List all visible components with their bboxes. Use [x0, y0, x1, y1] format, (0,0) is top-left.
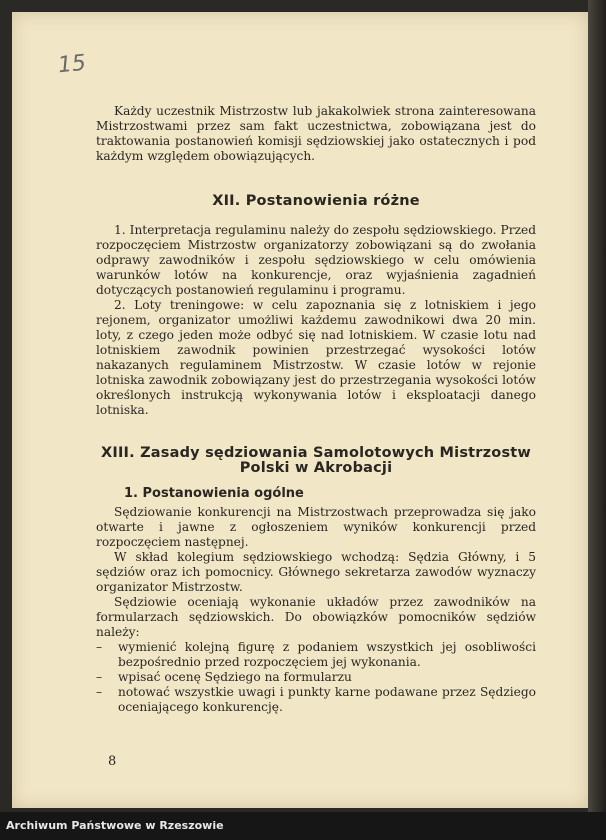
- section-13-paragraph-2: W skład kolegium sędziowskiego wchodzą: Sędzia Główny, i 5 sędziów oraz ich pomocnicy. Głównego sekretarza zawodów wyznaczy organizator Mistrzostw.: [96, 550, 536, 594]
- book-edge: [588, 0, 606, 812]
- section-13-title-line-2: Polski w Akrobacji: [239, 460, 393, 476]
- pencil-page-number: 15: [56, 50, 88, 79]
- section-13-title-line-1: XIII. Zasady sędziowania Samolotowych Mistrzostw: [100, 445, 532, 461]
- list-item: – wymienić kolejną figurę z podaniem wszystkich jej osobliwości bezpośrednio przed rozpoczęciem jej wykonania.: [96, 640, 536, 670]
- intro-paragraph: Każdy uczestnik Mistrzostw lub jakakolwiek strona zainteresowana Mistrzostwami przez sam fakt uczestnictwa, zobowiązana jest do traktowania postanowień komisji sędziowskiej jako ostatecznych i pod każdym względem obowiązujących.: [96, 104, 536, 163]
- list-item: – notować wszystkie uwagi i punkty karne podawane przez Sędziego oceniającego konkurencję.: [96, 685, 536, 715]
- archive-footer: Archiwum Państwowe w Rzeszowie: [0, 812, 606, 840]
- page-content: [96, 104, 536, 715]
- section-13-paragraph-1: Sędziowanie konkurencji na Mistrzostwach przeprowadza się jako otwarte i jawne z ogłoszeniem wyników konkurencji przed rozpoczęciem następnej.: [96, 505, 536, 549]
- list-item: – wpisać ocenę Sędziego na formularzu: [96, 670, 536, 685]
- duties-list: [96, 640, 536, 715]
- printed-page-number: 8: [108, 754, 117, 769]
- section-12-title: XII. Postanowienia różne: [212, 193, 420, 209]
- document-page: [12, 12, 588, 808]
- section-12-paragraph-1: 1. Interpretacja regulaminu należy do zespołu sędziowskiego. Przed rozpoczęciem Mistrzostw organizatorzy zobowiązani są do zwołania odprawy zawodników i zespołu sędziowskiego w celu omówienia warunków lotów na konkurencje, oraz wyjaśnienia zagadnień dotyczących postanowień regulaminu i programu.: [96, 223, 536, 297]
- section-13-paragraph-3: Sędziowie oceniają wykonanie układów przez zawodników na formularzach sędziowskich. Do obowiązków pomocników sędziów należy:: [96, 595, 536, 639]
- section-12-paragraph-2: 2. Loty treningowe: w celu zapoznania się z lotniskiem i jego rejonem, organizator umożliwi każdemu zawodnikowi dwa 20 min. loty, z czego jeden może odbyć się nad lotniskiem. W czasie lotu nad lotniskiem zawodnik powinien przestrzegać wysokości lotów nakazanych regulaminem Mistrzostw. W czasie lotów w rejonie lotniska zawodnik zobowiązany jest do przestrzegania wysokości lotów określonych instrukcją wykonywania lotów i eksploatacji danego lotniska.: [96, 298, 536, 417]
- subsection-1-title: 1. Postanowienia ogólne: [124, 486, 304, 501]
